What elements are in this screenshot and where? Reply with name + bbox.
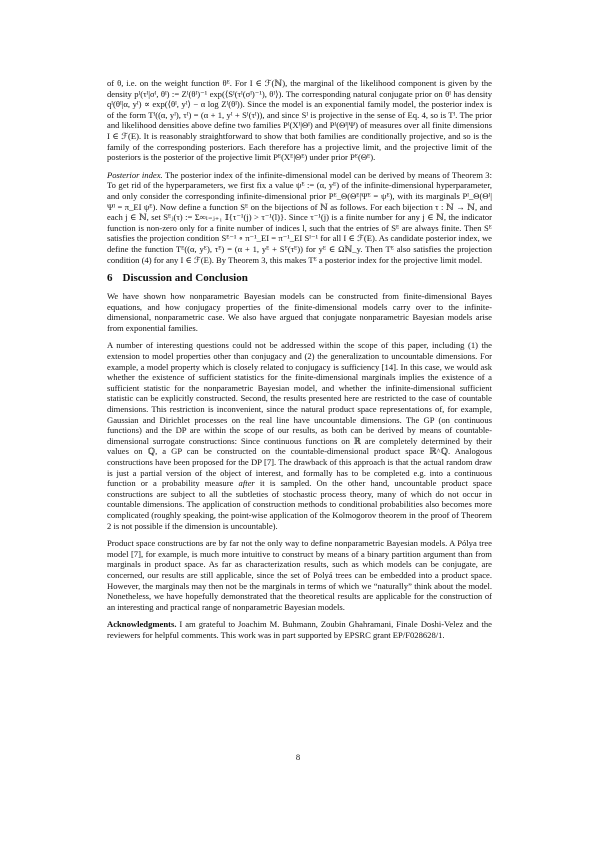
paragraph-posterior-index: [107, 170, 492, 265]
section-number: 6: [107, 272, 113, 285]
paper-page: [107, 78, 492, 648]
section-heading: [107, 272, 492, 285]
paragraph-acknowledgments: [107, 619, 492, 640]
paragraph-product-space: Product space constructions are by far not the only way to define nonparametric Bayesian models. A Pólya tree model [7], for example, is much more intuitive to construct by means of a binary partition argument than from marginals in product space. As far as characterization results, such as which models can be conjugate, are concerned, our results are still applicable, since the set of Polyá trees can be embedded into a product space. However, the marginals may then not be the marginals in terms of which we “naturally” think about the model. Nonetheless, we have hopefully demonstrated that the theoretical results are applicable for the construction of an interesting and practical range of nonparametric Bayesian models.: [107, 538, 492, 612]
paragraph-open-questions-part-1: A number of interesting questions could not be addressed within the scope of this paper, including (1) the extension to model properties other than conjugacy and (2) the generalization to uncountable dimensions. For example, a model property which is closely related to conjugacy is sufficiency [14]. In this case, we would ask whether the existence of sufficient statistics for the finite-dimensional marginals implies the existence of a sufficient statistic for the nonparametric Bayesian model, and whether the infinite-dimensional sufficient statistic can be explicitly constructed. Second, the results presented here are restricted to the case of countable dimensions. This restriction is inconvenient, since the natural product space representations of, for example, Gaussian and Dirichlet processes on the real line have uncountable dimensions. The GP (on continuous functions) and the DP are within the scope of our results, as both can be derived by means of countable-dimensional surrogate constructions: Since continuous functions on ℝ are completely determined by their values on ℚ, a GP can be constructed on the countable-dimensional product space ℝ^ℚ. Analogous constructions have been proposed for the DP [7]. The drawback of this approach is that the actual random draw is just a partial version of the object of interest, and formally has to be completed e.g. into a continuous function or a probability measure: [107, 340, 492, 489]
paragraph-lead-posterior-index: Posterior index.: [107, 169, 163, 180]
paragraph-open-questions: [107, 340, 492, 531]
acknowledgments-body: I am grateful to Joachim M. Buhmann, Zoubin Ghahramani, Finale Doshi-Velez and the reviewers for helpful comments. This work was in part supported by EPSRC grant EP/F028628/1.: [107, 619, 492, 640]
page-number: 8: [295, 752, 301, 762]
paragraph-summary: We have shown how nonparametric Bayesian models can be constructed from finite-dimensional Bayes equations, and how conjugacy properties of the finite-dimensional models carry over to the infinite-dimensional, nonparametric case. We also have argued that conjugate nonparametric Bayesian models arise from exponential families.: [107, 291, 492, 333]
section-title: Discussion and Conclusion: [122, 272, 248, 285]
paragraph-likelihood-marginals: of θ, i.e. on the weight function θᴱ. For I ∈ ℱ(ℕ), the marginal of the likelihood component is given by the density pᴵ(τᴵ|σᴵ, θᴵ) := Zᴵ(θᴵ)⁻¹ exp(⟨Sᴵ(τᴵ(σᴵ)⁻¹), θᴵ⟩). The corresponding natural conjugate prior on θᴵ has density qᴵ(θᴵ|α, yᴵ) ∝ exp(⟨θᴵ, yᴵ⟩ − α log Zᴵ(θᴵ)). Since the model is an exponential family model, the posterior index is of the form Tᴵ((α, yᴵ), τᴵ) = (α + 1, yᴵ + Sᴵ(τᴵ)), and since Sᴵ is projective in the sense of Eq. 4, so is Tᴵ. The prior and likelihood densities above define two families Pᴵ(Xᴵ|Θᴵ) and Pᴵ(Θᴵ|Ψ) of measures over all finite dimensions I ∈ ℱ(E). It is reasonably straightforward to show that both families are conditionally projective, and so is the family of the corresponding posteriors. Each therefore has a projective limit, and the projective limit of the posteriors is the posterior of the projective limit Pᴱ(Xᴱ|Θᴱ) under prior Pᴱ(Θᴱ).: [107, 78, 492, 163]
paragraph-posterior-index-body: The posterior index of the infinite-dimensional model can be derived by means of Theorem 3: To get rid of the hyperparameters, we first fix a value ψᴱ := (α, yᴱ) of the infinite-dimensional hyperparameter, and only consider the corresponding infinite-dimensional prior Pᴱ_Θ(Θᴱ|Ψᴱ = ψᴱ), with its marginals Pᴵ_Θ(Θᴵ|Ψᴵ = π_EI ψᴱ). Now define a function Sᴱ on the bijections of ℕ as follows. For each bijection τ : ℕ → ℕ, and each j ∈ ℕ, set Sᴱⱼ(τ) := Σ∞ₗ₌ⱼ₊₁ 𝕀{τ⁻¹(j) > τ⁻¹(l)}. Since τ⁻¹(j) is a finite number for any j ∈ ℕ, the indicator function is non-zero only for a finite number of indices l, such that the entries of Sᴱ are always finite. Then Sᴱ satisfies the projection condition Sᴱ⁻¹ ∘ π⁻¹_EI = π⁻¹_EI Sᴵ⁻¹ for all I ∈ ℱ(E). As candidate posterior index, we define the function Tᴱ((α, yᴱ), τᴱ) = (α + 1, yᴱ + Sᴱ(τᴱ)) for yᴱ ∈ Ωℕ_y. Then Tᴱ also satisfies the projection condition (4) for any I ∈ ℱ(E). By Theorem 3, this makes Tᴱ a posterior index for the projective limit model.: [107, 169, 492, 265]
paragraph-open-questions-emphasis: after: [238, 478, 255, 489]
paragraph-open-questions-part-2: it is sampled. On the other hand, uncountable product space constructions are subject to all the subtleties of stochastic process theory, many of which do not occur in countable dimensions. The application of construction methods to conditional probabilities also becomes more complicated (roughly speaking, the point-wise application of the Kolmogorov theorem in the proof of Theorem 2 is not possible if the dimension is uncountable).: [107, 478, 492, 531]
acknowledgments-lead: Acknowledgments.: [107, 619, 177, 630]
